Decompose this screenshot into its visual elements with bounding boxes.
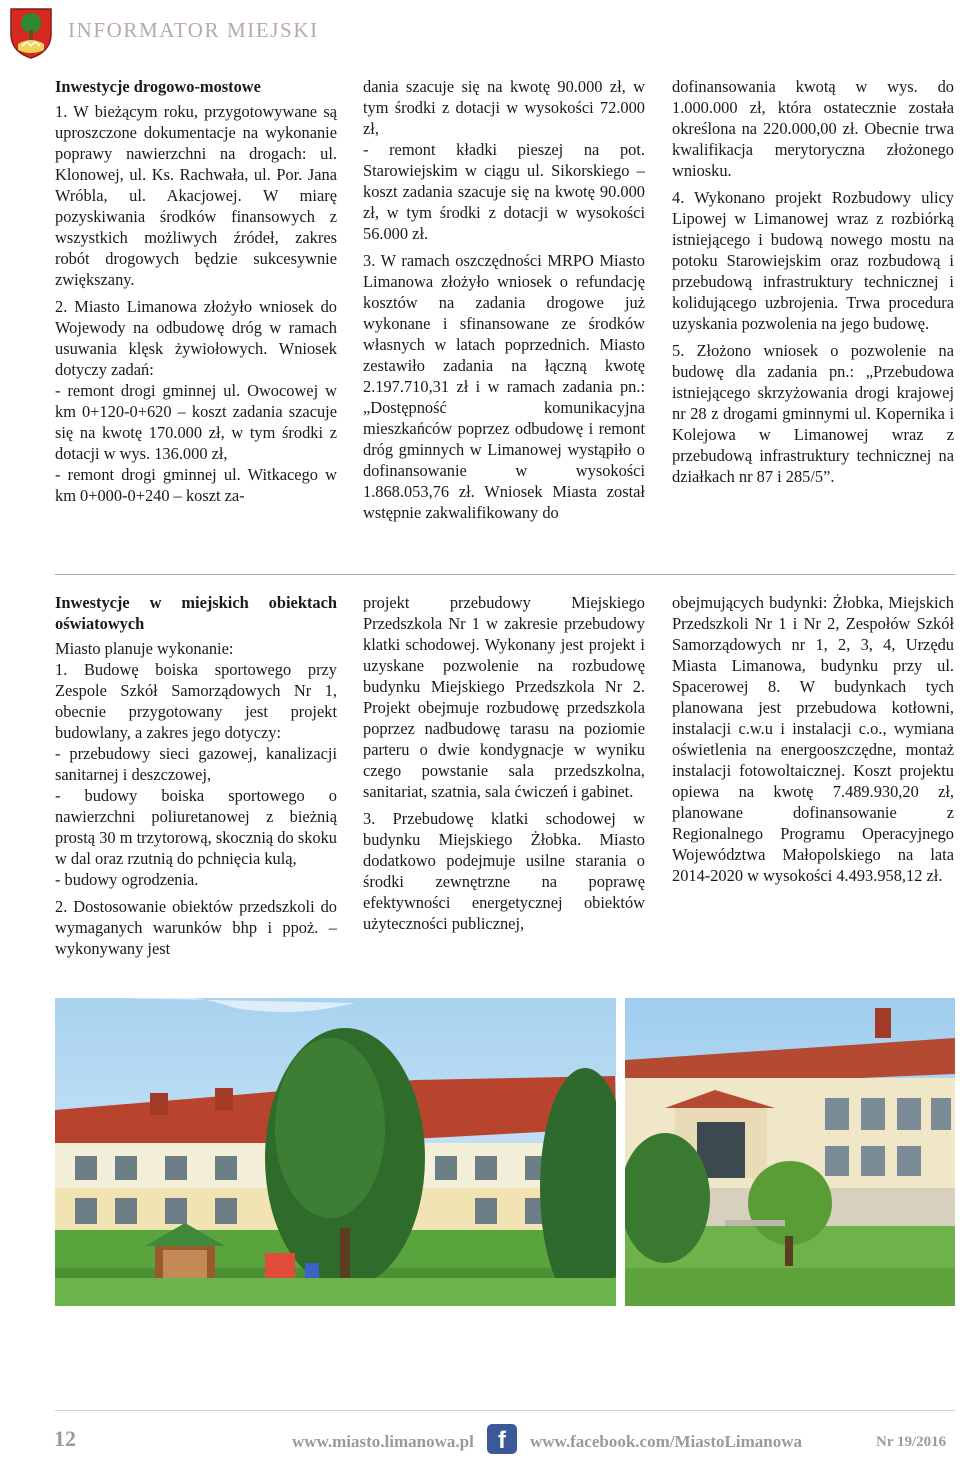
page-header <box>0 0 960 64</box>
paragraph: - budowy boiska sportowego o nawierzchni poliuretanowej z bieżnią prostą 30 m trzytorową, skocznią do skoku w dal oraz rzutnią do pchnięcia kulą, <box>55 786 337 868</box>
paragraph: dofinansowania kwotą w wys. do 1.000.000 zł, która ostatecznie została określona na 220.000,00 zł. Obecnie trwa kwalifikacja merytoryczna złożonego wniosku. <box>672 77 954 180</box>
section1-column-3 <box>672 76 954 493</box>
paragraph: 4. Wykonano projekt Rozbudowy ulicy Lipowej w Limanowej wraz z rozbiórką istniejącego i budową nowego mostu na potoku Starowiejskim oraz rozbudową i przebudową infrastruktury technicznej i kolidującego uzbrojenia. Trwa procedura uzyskania pozwolenia na jego budowę. <box>672 188 954 333</box>
city-crest-icon <box>8 6 54 60</box>
section2-column-2 <box>363 592 645 940</box>
paragraph: 1. Budowę boiska sportowego przy Zespole Szkół Samorządowych Nr 1, obecnie przygotowany jest projekt budowlany, a zakres jego dotyczy: <box>55 660 337 742</box>
paragraph: 5. Złożono wniosek o pozwolenie na budowę dla zadania pn.: „Przebudowa istniejącego skrzyżowania drogi krajowej nr 28 z drogami gminnymi ul. Kopernika i Kolejowa w Limanowej wraz z przebudową infrastruktury technicznej na działkach nr 87 i 285/5”. <box>672 341 954 486</box>
paragraph: obejmujących budynki: Żłobka, Miejskich Przedszkoli Nr 1 i Nr 2, Zespołów Szkół Samorządowych nr 1, 2, 3, 4, Urzędu Miasta Limanowa, budynku przy ul. Spacerowej 8. W budynkach tych planowana jest przebudowa kotłowni, instalacji c.w.u i instalacji c.o., wymiana oświetlenia na energooszczędne, montaż instalacji fotowoltaicznej. Koszt projektu opiewa na kwotę 7.489.930,20 zł, planowane dofinansowanie z Regionalnego Programu Operacyjnego Województwa Małopolskiego na lata 2014-2020 w wysokości 4.493.958,12 zł. <box>672 593 954 885</box>
paragraph: 2. Dostosowanie obiektów przedszkoli do wymaganych warunków bhp i ppoż. – wykonywany jest <box>55 897 337 958</box>
paragraph: - przebudowy sieci gazowej, kanalizacji sanitarnej i deszczowej, <box>55 744 337 784</box>
paragraph: projekt przebudowy Miejskiego Przedszkola Nr 1 w zakresie przebudowy klatki schodowej. Wykonany jest projekt i uzyskane pozwolenie na rozbudowę budynku Miejskiego Przedszkola Nr 2. Projekt obejmuje rozbudowę przedszkola poprzez nadbudowę tarasu na poziomie parteru o dwie kondygnacje w wyniku czego powstanie sala przedszkolna, sanitariat, szatnia, sala ćwiczeń i gabinet. <box>363 593 645 801</box>
section2-heading: Inwestycje w miejskich obiektach oświatowych <box>55 593 337 633</box>
footer-divider <box>55 1410 955 1411</box>
page-number: 12 <box>54 1426 76 1451</box>
facebook-link[interactable]: www.facebook.com/MiastoLimanowa <box>530 1432 802 1451</box>
section1-column-2 <box>363 76 645 529</box>
paragraph: 2. Miasto Limanowa złożyło wniosek do Wojewody na odbudowę dróg w ramach usuwania klęsk żywiołowych. Wniosek dotyczy zadań: <box>55 297 337 379</box>
nursery-building-photo <box>625 998 955 1306</box>
paragraph: 1. W bieżącym roku, przygotowywane są uproszczone dokumentacje na wykonanie poprawy nawierzchni na drogach: ul. Klonowej, ul. Ks. Rachwała, ul. Por. Jana Wróbla, ul. Akacjowej. W miarę pozyskiwania środków finansowych z wszystkich możliwych źródeł, zakres robót drogowych będzie sukcesywnie zwiększany. <box>55 102 337 289</box>
section2-column-1 <box>55 592 337 965</box>
paragraph: - budowy ogrodzenia. <box>55 870 199 889</box>
paragraph: 3. Przebudowę klatki schodowej w budynku Miejskiego Żłobka. Miasto dodatkowo podejmuje usilne starania o środki zewnętrzne na poprawę efektywności energetycznej obiektów użyteczności publicznej, <box>363 809 645 933</box>
paragraph: Miasto planuje wykonanie: <box>55 639 234 658</box>
section1-heading: Inwestycje drogowo-mostowe <box>55 77 261 96</box>
website-link[interactable]: www.miasto.limanowa.pl <box>292 1432 474 1451</box>
issue-number: Nr 19/2016 <box>876 1434 947 1450</box>
paragraph: - remont kładki pieszej na pot. Starowiejskim w ciągu ul. Sikorskiego – koszt zadania szacuje się na kwotę 90.000 zł, w tym środki z dotacji w wysokości 56.000 zł. <box>363 140 645 243</box>
facebook-icon[interactable]: f <box>487 1424 517 1454</box>
paragraph: dania szacuje się na kwotę 90.000 zł, w tym środki z dotacji w wysokości 72.000 zł, <box>363 77 645 138</box>
section-divider <box>55 574 955 575</box>
magazine-title: INFORMATOR MIEJSKI <box>68 18 319 42</box>
paragraph: - remont drogi gminnej ul. Owocowej w km 0+120-0+620 – koszt zadania szacuje się na kwotę 170.000 zł, w tym środki z dotacji w wys. 136.000 zł, <box>55 381 337 463</box>
section2-column-3 <box>672 592 954 892</box>
paragraph: - remont drogi gminnej ul. Witkacego w km 0+000-0+240 – koszt za- <box>55 465 337 505</box>
paragraph: 3. W ramach oszczędności MRPO Miasto Limanowa złożyło wniosek o refundację kosztów na zadania drogowe już wykonane i sfinansowane ze środków własnych w latach poprzednich. Miasto zestawiło zadania na łączną kwotę 2.197.710,31 zł i w ramach zadania pn.: „Dostępność komunikacyjna mieszkańców poprzez odbudowę i remont dróg gminnych w Limanowej wystąpiło o dofinansowanie w wysokości 1.868.053,76 zł. Wniosek Miasta został wstępnie zakwalifikowany do <box>363 251 645 522</box>
section1-column-1 <box>55 76 337 512</box>
kindergarten-photo <box>55 998 616 1306</box>
